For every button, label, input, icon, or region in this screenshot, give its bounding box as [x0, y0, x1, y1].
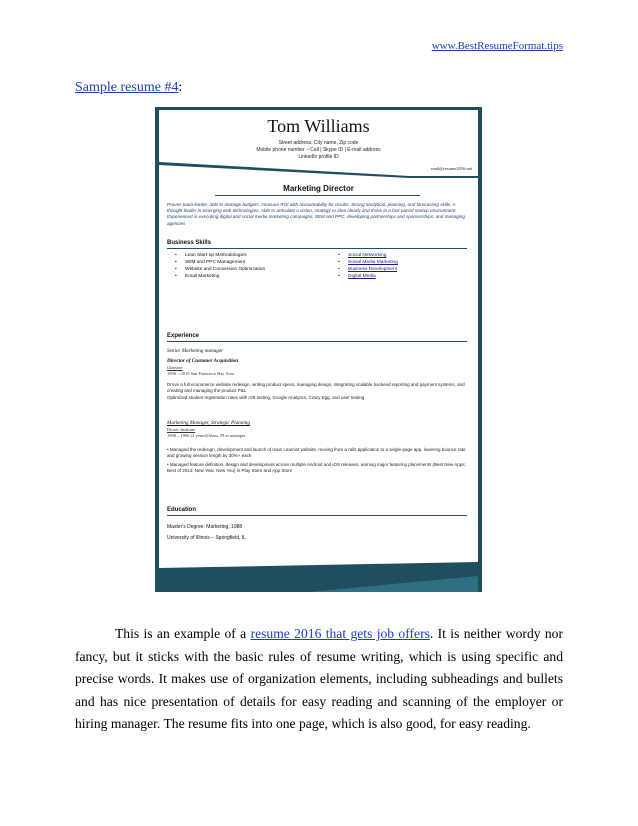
skill-item [338, 259, 398, 266]
resume-contact-line2: Mobile phone number – Cell | Skype ID | E-mail address [256, 147, 381, 153]
resume-footer-wedge [159, 562, 478, 592]
resume-right-bar [478, 107, 482, 592]
resume-skills-left [175, 252, 265, 280]
resume-exp-text1b: Optimized student registration rates with A/B testing, Google Analytics, Crazy Egg, and user testing [167, 395, 365, 400]
resume-edu2: University of Illinois – Springfield, IL [167, 535, 246, 541]
skill-link: Digital Media [348, 274, 376, 279]
sample-title-colon: : [178, 80, 183, 95]
resume-email: mail@resume2016.net [431, 166, 472, 171]
resume-education-rule [167, 515, 467, 516]
body-link[interactable]: resume 2016 that gets job offers [250, 626, 430, 641]
resume-exp-title2: Marketing Manager, Strategic Planning [167, 420, 250, 426]
resume-experience-heading: Experience [167, 333, 200, 339]
skill-link: Social Networking [348, 253, 387, 258]
resume-skills-heading: Business Skills [167, 240, 212, 246]
skill-link: Business Development [348, 267, 398, 272]
resume-role: Marketing Director [283, 184, 354, 193]
resume-exp-company2: Dicsec Institute [167, 427, 196, 432]
resume-exp-sub1: Director of Customer Acquisition [167, 358, 239, 364]
body-text-pre: This is an example of a [115, 626, 251, 641]
resume-contact-line3: LinkedIn profile ID [298, 154, 339, 160]
resume-name: Tom Williams [267, 116, 370, 136]
skill-item: • Website and Conversion Optimization [175, 266, 265, 273]
resume-header-wedge [159, 162, 478, 178]
skill-item: • Lean Start-up Methodologies [175, 252, 265, 259]
resume-left-bar [155, 107, 159, 592]
resume-experience-rule [167, 341, 467, 342]
site-link[interactable]: www.BestResumeFormat.tips [431, 40, 563, 52]
skill-item: • SEM and PPC Management [175, 259, 265, 266]
skill-item [338, 252, 398, 259]
resume-exp-title1: Senior Marketing manager [167, 348, 224, 354]
sample-title-link[interactable]: Sample resume #4 [75, 80, 179, 95]
body-text-post: . It is neither wordy nor fancy, but it sticks with the basic rules of resume writing, which is using specific and precise words. It makes use of organization elements, including subheadings and bullets and has nice presentation of details for easy reading and scanning of the employer or hiring manager. The resume fits into one page, which is also good, for easy reading. [75, 626, 564, 731]
skill-item [338, 273, 398, 280]
skill-item: • Email Marketing [175, 273, 265, 280]
body-paragraph [75, 623, 563, 736]
skill-item [338, 266, 398, 273]
resume-skills-right [338, 252, 398, 280]
resume-role-rule [215, 195, 420, 196]
resume-skills-rule [167, 248, 467, 249]
resume-image [155, 107, 482, 592]
resume-exp-dates1: 1996 – 2015 San Francisco Bay Area [167, 371, 234, 376]
resume-exp-dates2: 1998 – 1996 (2 years)Orlass, FLet manager [167, 433, 246, 438]
resume-education-heading: Education [167, 507, 197, 513]
resume-exp-company1: Glassine [167, 365, 183, 370]
resume-exp-text1: Drove a full ecommerce website redesign, writing product specs, managing design, integrating scalable backend reporting and payment systems, and creating and managing the product P&L [167, 382, 465, 393]
resume-exp-text2a: • Managed the redesign, development and launch of main Learnist website, moving from a rails application to a single-page app, lowering bounce rate and growing session length by 30%+ each [167, 447, 466, 458]
resume-edu1: Master's Degree: Marketing, 1988 [167, 524, 243, 530]
sample-title [75, 80, 182, 96]
resume-contact-line1: Street address, City name, Zip code [278, 140, 359, 146]
resume-exp-text2b: • Managed feature definition, design and development across multiple Android and iOS releases, earning major featuring placements (Best New Apps; Best of 2014; New Year, New You) in Play Store and App Store [167, 462, 466, 473]
resume-summary: Proven team leader, able to manage budgets, measure ROI with accountability for results. Strong analytical, planning, and forecasting skills. A thought leader in emerging web technologies. Able to articulate a vision, strategy or idea clearly and thrive in a fast-paced startup environment. Experienced in executing digital and social media marketing campaigns, SEM and PPC, developing partnerships and sponsorships, and managing agencies [167, 202, 465, 226]
skill-link: Social Media Marketing [348, 260, 398, 265]
